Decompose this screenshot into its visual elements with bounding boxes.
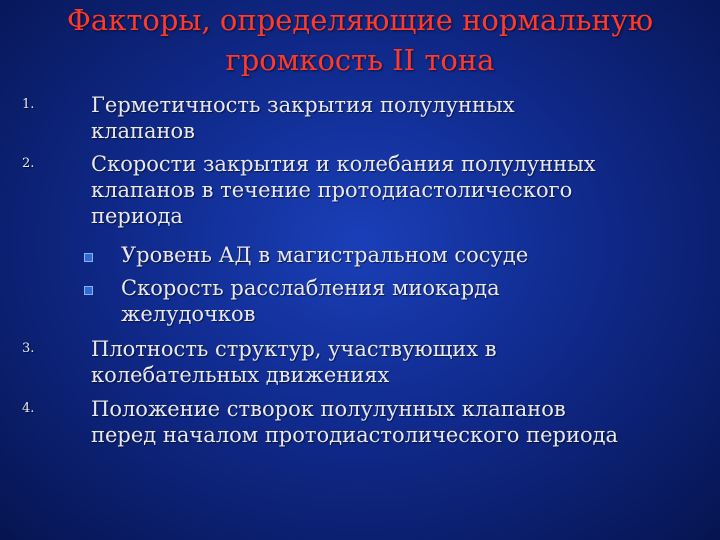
item-number: 1. [22,97,35,112]
square-bullet-icon [84,286,93,295]
item-text: Скорости закрытия и колебания полулунных [91,152,596,176]
item-text: Положение створок полулунных клапанов [91,397,566,421]
item-text: периода [91,204,183,228]
item-text: клапанов в течение протодиастолического [91,178,573,202]
item-number: 3. [22,341,35,356]
title-line-1: Факторы, определяющие нормальную [66,3,654,37]
item-text: клапанов [91,119,195,143]
item-text: перед началом протодиастолического периода [91,423,619,447]
square-bullet-icon [84,253,93,262]
item-text: Герметичность закрытия полулунных [91,93,515,117]
item-number: 4. [22,401,35,416]
title-line-2: громкость II тона [225,43,495,77]
subitem-text: Уровень АД в магистральном сосуде [121,243,529,267]
subitem-text: Скорость расслабления миокарда [121,276,500,300]
item-number: 2. [22,156,35,171]
item-text: Плотность структур, участвующих в [91,337,497,361]
subitem-text: желудочков [121,302,256,326]
item-text: колебательных движениях [91,363,390,387]
